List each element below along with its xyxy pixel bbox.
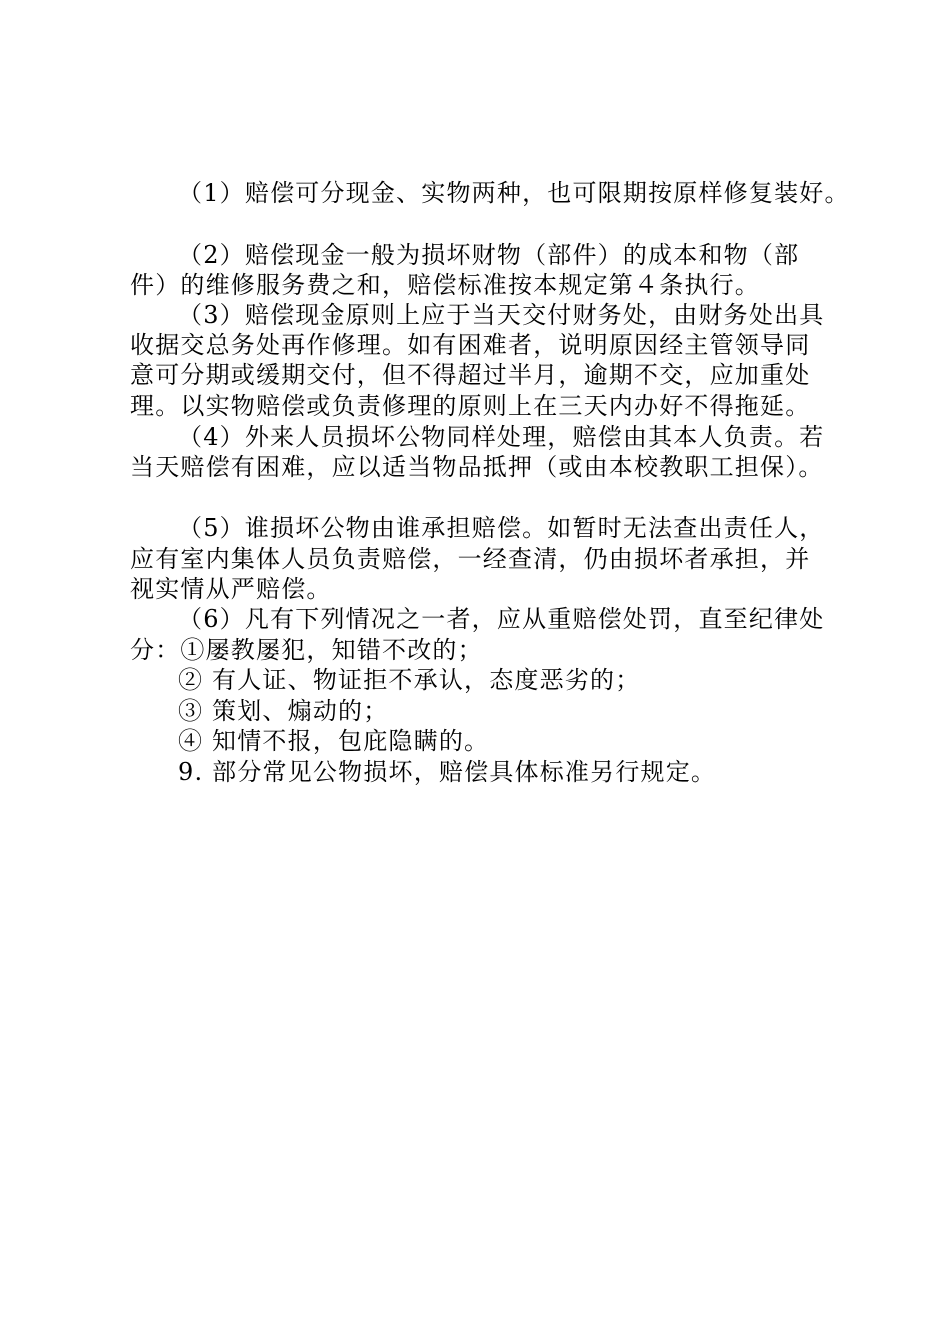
clause-2-line-1: （2）赔偿现金一般为损坏财物（部件）的成本和物（部 xyxy=(178,241,800,269)
clause-5-line-2: 应有室内集体人员负责赔偿，一经查清，仍由损坏者承担，并 xyxy=(130,545,811,573)
clause-5-line-3: 视实情从严赔偿。 xyxy=(130,575,332,603)
clause-5-line-1: （5）谁损坏公物由谁承担赔偿。如暂时无法查出责任人， xyxy=(178,514,825,542)
clause-3-line-2: 收据交总务处再作修理。如有困难者，说明原因经主管领导同 xyxy=(130,331,811,359)
clause-9-line-1: 9. 部分常见公物损坏，赔偿具体标准另行规定。 xyxy=(178,758,717,786)
clause-6-line-1: （6）凡有下列情况之一者，应从重赔偿处罚，直至纪律处 xyxy=(178,605,825,633)
clause-6-item-3: ③ 策划、煽动的； xyxy=(178,697,389,725)
clause-3-line-3: 意可分期或缓期交付，但不得超过半月，逾期不交，应加重处 xyxy=(130,361,811,389)
clause-4-line-1: （4）外来人员损坏公物同样处理，赔偿由其本人负责。若 xyxy=(178,423,825,451)
clause-3-line-1: （3）赔偿现金原则上应于当天交付财务处，由财务处出具 xyxy=(178,301,825,329)
clause-2-line-2: 件）的维修服务费之和，赔偿标准按本规定第４条执行。 xyxy=(130,271,760,299)
clause-1-line-1: （1）赔偿可分现金、实物两种，也可限期按原样修复装好。 xyxy=(178,179,850,207)
clause-6-item-4: ④ 知情不报，包庇隐瞒的。 xyxy=(178,727,490,755)
clause-3-line-4: 理。以实物赔偿或负责修理的原则上在三天内办好不得拖延。 xyxy=(130,392,811,420)
clause-6-line-2: 分：①屡教屡犯，知错不改的； xyxy=(130,636,483,664)
clause-4-line-2: 当天赔偿有困难，应以适当物品抵押（或由本校教职工担保）。 xyxy=(130,453,824,481)
clause-6-item-2: ② 有人证、物证拒不承认，态度恶劣的； xyxy=(178,666,641,694)
